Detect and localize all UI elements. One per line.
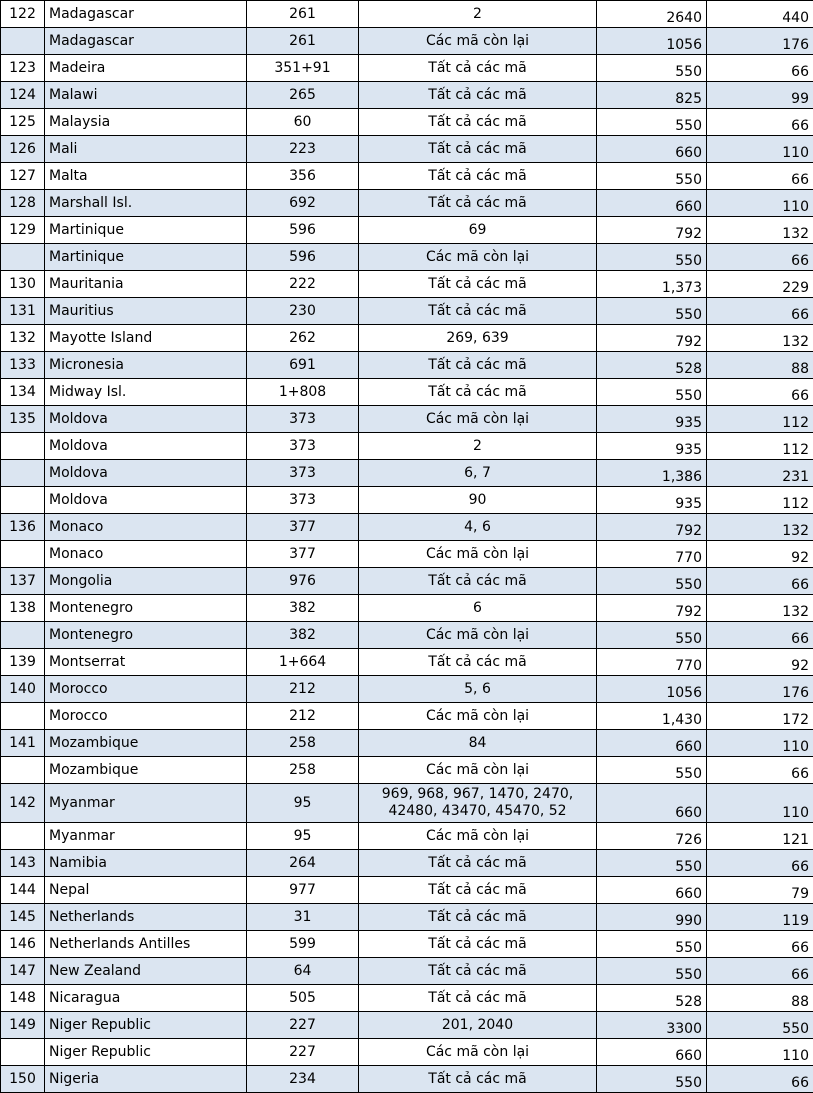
table-row	[1, 244, 813, 271]
rate-extra: 66	[707, 55, 813, 82]
table-row	[1, 595, 813, 622]
row-number	[1, 244, 45, 271]
rate-value: 550	[597, 757, 707, 784]
row-number: 124	[1, 82, 45, 109]
area-code: Tất cả các mã	[359, 55, 597, 82]
area-code: Tất cả các mã	[359, 109, 597, 136]
country-name: Madagascar	[45, 28, 247, 55]
area-code: Tất cả các mã	[359, 298, 597, 325]
rate-value: 935	[597, 487, 707, 514]
rate-value: 660	[597, 877, 707, 904]
rate-value: 792	[597, 595, 707, 622]
row-number	[1, 1039, 45, 1066]
rate-extra: 66	[707, 958, 813, 985]
country-code: 691	[247, 352, 359, 379]
table-row	[1, 190, 813, 217]
country-name: Niger Republic	[45, 1012, 247, 1039]
rate-value: 825	[597, 82, 707, 109]
country-name: Mozambique	[45, 757, 247, 784]
country-name: Niger Republic	[45, 1039, 247, 1066]
table-row	[1, 730, 813, 757]
country-code: 258	[247, 757, 359, 784]
country-code: 692	[247, 190, 359, 217]
rate-extra: 176	[707, 676, 813, 703]
country-code: 212	[247, 703, 359, 730]
rate-extra: 92	[707, 649, 813, 676]
rate-extra: 88	[707, 985, 813, 1012]
country-name: Mauritius	[45, 298, 247, 325]
country-code: 261	[247, 1, 359, 28]
area-code: Tất cả các mã	[359, 958, 597, 985]
rate-extra: 66	[707, 1066, 813, 1093]
rate-extra: 550	[707, 1012, 813, 1039]
rate-value: 550	[597, 622, 707, 649]
area-code: 269, 639	[359, 325, 597, 352]
country-name: Martinique	[45, 244, 247, 271]
table-row	[1, 877, 813, 904]
rate-value: 550	[597, 568, 707, 595]
rate-extra: 121	[707, 823, 813, 850]
rate-extra: 66	[707, 757, 813, 784]
row-number: 127	[1, 163, 45, 190]
rate-value: 1,430	[597, 703, 707, 730]
country-code: 377	[247, 514, 359, 541]
country-name: Nigeria	[45, 1066, 247, 1093]
row-number: 134	[1, 379, 45, 406]
area-code-list: 969, 968, 967, 1470, 2470, 42480, 43470, 45470, 52	[363, 786, 592, 820]
area-code: Các mã còn lại	[359, 703, 597, 730]
table-row	[1, 163, 813, 190]
country-name: New Zealand	[45, 958, 247, 985]
row-number: 129	[1, 217, 45, 244]
area-code: 201, 2040	[359, 1012, 597, 1039]
area-code	[359, 784, 597, 823]
country-name: Moldova	[45, 460, 247, 487]
country-code: 1+808	[247, 379, 359, 406]
country-code: 227	[247, 1039, 359, 1066]
rate-extra: 110	[707, 136, 813, 163]
rate-extra: 88	[707, 352, 813, 379]
rate-value: 1,386	[597, 460, 707, 487]
country-code: 230	[247, 298, 359, 325]
rate-value: 550	[597, 109, 707, 136]
country-code: 265	[247, 82, 359, 109]
row-number: 150	[1, 1066, 45, 1093]
rate-value: 935	[597, 406, 707, 433]
table-row	[1, 649, 813, 676]
row-number: 147	[1, 958, 45, 985]
table-row	[1, 1, 813, 28]
row-number: 128	[1, 190, 45, 217]
country-code: 976	[247, 568, 359, 595]
area-code: 5, 6	[359, 676, 597, 703]
table-row	[1, 514, 813, 541]
rate-value: 550	[597, 931, 707, 958]
country-code: 599	[247, 931, 359, 958]
row-number: 132	[1, 325, 45, 352]
row-number: 146	[1, 931, 45, 958]
row-number: 136	[1, 514, 45, 541]
table-row	[1, 985, 813, 1012]
rate-extra: 110	[707, 730, 813, 757]
country-code: 382	[247, 595, 359, 622]
country-name: Mali	[45, 136, 247, 163]
country-code: 264	[247, 850, 359, 877]
table-row	[1, 1039, 813, 1066]
country-name: Marshall Isl.	[45, 190, 247, 217]
country-name: Nicaragua	[45, 985, 247, 1012]
area-code: Tất cả các mã	[359, 136, 597, 163]
row-number: 138	[1, 595, 45, 622]
country-code: 31	[247, 904, 359, 931]
row-number: 142	[1, 784, 45, 823]
table-row	[1, 379, 813, 406]
table-row	[1, 55, 813, 82]
area-code: Các mã còn lại	[359, 757, 597, 784]
area-code: 6	[359, 595, 597, 622]
row-number	[1, 541, 45, 568]
row-number: 122	[1, 1, 45, 28]
rate-extra: 110	[707, 1039, 813, 1066]
country-name: Morocco	[45, 703, 247, 730]
rate-extra: 79	[707, 877, 813, 904]
rate-value: 550	[597, 850, 707, 877]
table-row	[1, 406, 813, 433]
table-row	[1, 958, 813, 985]
country-code: 382	[247, 622, 359, 649]
row-number: 145	[1, 904, 45, 931]
table-row	[1, 217, 813, 244]
row-number	[1, 703, 45, 730]
country-name: Martinique	[45, 217, 247, 244]
country-name: Moldova	[45, 433, 247, 460]
area-code: Tất cả các mã	[359, 850, 597, 877]
country-code: 373	[247, 433, 359, 460]
area-code: 90	[359, 487, 597, 514]
rate-extra: 112	[707, 433, 813, 460]
country-name: Montenegro	[45, 595, 247, 622]
row-number: 148	[1, 985, 45, 1012]
country-name: Moldova	[45, 406, 247, 433]
country-name: Montenegro	[45, 622, 247, 649]
area-code: Các mã còn lại	[359, 1039, 597, 1066]
rate-extra: 66	[707, 850, 813, 877]
row-number: 137	[1, 568, 45, 595]
rate-value: 792	[597, 217, 707, 244]
table-row	[1, 82, 813, 109]
country-name: Mozambique	[45, 730, 247, 757]
row-number	[1, 823, 45, 850]
country-code: 373	[247, 460, 359, 487]
table-row	[1, 433, 813, 460]
country-code: 95	[247, 823, 359, 850]
rate-value: 1056	[597, 676, 707, 703]
table-row	[1, 352, 813, 379]
area-code: Các mã còn lại	[359, 406, 597, 433]
rate-extra: 99	[707, 82, 813, 109]
rate-value: 550	[597, 1066, 707, 1093]
country-name: Netherlands Antilles	[45, 931, 247, 958]
rate-extra: 231	[707, 460, 813, 487]
rate-extra: 66	[707, 379, 813, 406]
rate-extra: 66	[707, 244, 813, 271]
country-name: Namibia	[45, 850, 247, 877]
area-code: Tất cả các mã	[359, 82, 597, 109]
country-code: 373	[247, 406, 359, 433]
country-name: Morocco	[45, 676, 247, 703]
area-code: 69	[359, 217, 597, 244]
country-name: Netherlands	[45, 904, 247, 931]
country-code: 258	[247, 730, 359, 757]
area-code: Tất cả các mã	[359, 877, 597, 904]
country-name: Malaysia	[45, 109, 247, 136]
rate-value: 528	[597, 352, 707, 379]
country-code: 234	[247, 1066, 359, 1093]
row-number: 126	[1, 136, 45, 163]
area-code: Các mã còn lại	[359, 28, 597, 55]
rate-value: 660	[597, 784, 707, 823]
country-name: Moldova	[45, 487, 247, 514]
rate-value: 528	[597, 985, 707, 1012]
row-number: 130	[1, 271, 45, 298]
country-name: Mayotte Island	[45, 325, 247, 352]
country-name: Midway Isl.	[45, 379, 247, 406]
rate-table-body	[1, 1, 813, 1093]
rate-value: 1056	[597, 28, 707, 55]
row-number	[1, 622, 45, 649]
table-row	[1, 28, 813, 55]
rate-extra: 66	[707, 622, 813, 649]
row-number	[1, 757, 45, 784]
area-code: Các mã còn lại	[359, 541, 597, 568]
area-code: Các mã còn lại	[359, 823, 597, 850]
rate-value: 770	[597, 541, 707, 568]
area-code: Tất cả các mã	[359, 271, 597, 298]
country-name: Montserrat	[45, 649, 247, 676]
row-number	[1, 487, 45, 514]
area-code: Tất cả các mã	[359, 163, 597, 190]
country-code: 351+91	[247, 55, 359, 82]
table-row	[1, 931, 813, 958]
table-row	[1, 568, 813, 595]
table-row	[1, 109, 813, 136]
rate-extra: 440	[707, 1, 813, 28]
area-code: 6, 7	[359, 460, 597, 487]
country-code: 356	[247, 163, 359, 190]
area-code: Tất cả các mã	[359, 379, 597, 406]
rate-extra: 132	[707, 595, 813, 622]
area-code: Tất cả các mã	[359, 904, 597, 931]
rate-value: 792	[597, 514, 707, 541]
rate-extra: 66	[707, 298, 813, 325]
table-row	[1, 784, 813, 823]
row-number: 143	[1, 850, 45, 877]
row-number	[1, 28, 45, 55]
country-code: 1+664	[247, 649, 359, 676]
country-name: Madagascar	[45, 1, 247, 28]
rate-extra: 229	[707, 271, 813, 298]
country-name: Mauritania	[45, 271, 247, 298]
table-row	[1, 271, 813, 298]
area-code: Các mã còn lại	[359, 622, 597, 649]
country-code: 223	[247, 136, 359, 163]
table-row	[1, 541, 813, 568]
country-name: Myanmar	[45, 823, 247, 850]
row-number: 131	[1, 298, 45, 325]
table-row	[1, 703, 813, 730]
area-code: 84	[359, 730, 597, 757]
rate-extra: 66	[707, 931, 813, 958]
country-name: Nepal	[45, 877, 247, 904]
rate-extra: 112	[707, 487, 813, 514]
country-code: 212	[247, 676, 359, 703]
table-row	[1, 325, 813, 352]
row-number: 144	[1, 877, 45, 904]
country-code: 222	[247, 271, 359, 298]
rate-extra: 110	[707, 784, 813, 823]
rate-value: 550	[597, 244, 707, 271]
row-number	[1, 433, 45, 460]
table-row	[1, 823, 813, 850]
country-name: Madeira	[45, 55, 247, 82]
table-row	[1, 136, 813, 163]
rate-value: 660	[597, 1039, 707, 1066]
rate-extra: 66	[707, 163, 813, 190]
area-code: 4, 6	[359, 514, 597, 541]
country-code: 505	[247, 985, 359, 1012]
table-row	[1, 676, 813, 703]
area-code: Tất cả các mã	[359, 931, 597, 958]
country-code: 60	[247, 109, 359, 136]
country-code: 596	[247, 244, 359, 271]
rate-value: 2640	[597, 1, 707, 28]
rate-extra: 92	[707, 541, 813, 568]
row-number: 125	[1, 109, 45, 136]
rate-value: 550	[597, 379, 707, 406]
rate-value: 660	[597, 730, 707, 757]
rate-value: 1,373	[597, 271, 707, 298]
country-code: 261	[247, 28, 359, 55]
area-code: Tất cả các mã	[359, 568, 597, 595]
rate-extra: 66	[707, 568, 813, 595]
country-code: 262	[247, 325, 359, 352]
table-row	[1, 1066, 813, 1093]
rate-value: 792	[597, 325, 707, 352]
area-code: Tất cả các mã	[359, 649, 597, 676]
table-row	[1, 904, 813, 931]
country-name: Micronesia	[45, 352, 247, 379]
country-name: Monaco	[45, 514, 247, 541]
rate-value: 550	[597, 163, 707, 190]
country-name: Myanmar	[45, 784, 247, 823]
rate-extra: 119	[707, 904, 813, 931]
row-number: 123	[1, 55, 45, 82]
country-code: 227	[247, 1012, 359, 1039]
country-name: Malawi	[45, 82, 247, 109]
country-name: Monaco	[45, 541, 247, 568]
rate-value: 990	[597, 904, 707, 931]
rate-extra: 176	[707, 28, 813, 55]
rate-value: 550	[597, 298, 707, 325]
country-code: 377	[247, 541, 359, 568]
rate-value: 935	[597, 433, 707, 460]
row-number	[1, 460, 45, 487]
rate-extra: 110	[707, 190, 813, 217]
rate-extra: 132	[707, 217, 813, 244]
table-row	[1, 487, 813, 514]
country-code: 373	[247, 487, 359, 514]
country-code: 64	[247, 958, 359, 985]
row-number: 135	[1, 406, 45, 433]
rate-value: 3300	[597, 1012, 707, 1039]
area-code: Tất cả các mã	[359, 985, 597, 1012]
country-name: Malta	[45, 163, 247, 190]
table-row	[1, 460, 813, 487]
rate-extra: 112	[707, 406, 813, 433]
rate-extra: 172	[707, 703, 813, 730]
row-number: 149	[1, 1012, 45, 1039]
rate-extra: 132	[707, 514, 813, 541]
table-row	[1, 622, 813, 649]
rate-value: 660	[597, 136, 707, 163]
rate-extra: 132	[707, 325, 813, 352]
rate-value: 660	[597, 190, 707, 217]
country-code: 977	[247, 877, 359, 904]
row-number: 140	[1, 676, 45, 703]
rate-value: 550	[597, 55, 707, 82]
area-code: 2	[359, 1, 597, 28]
row-number: 141	[1, 730, 45, 757]
area-code: Tất cả các mã	[359, 190, 597, 217]
rate-value: 550	[597, 958, 707, 985]
table-row	[1, 298, 813, 325]
area-code: 2	[359, 433, 597, 460]
table-row	[1, 1012, 813, 1039]
row-number: 133	[1, 352, 45, 379]
table-row	[1, 757, 813, 784]
area-code: Các mã còn lại	[359, 244, 597, 271]
area-code: Tất cả các mã	[359, 1066, 597, 1093]
rate-value: 770	[597, 649, 707, 676]
country-code: 596	[247, 217, 359, 244]
area-code: Tất cả các mã	[359, 352, 597, 379]
country-code: 95	[247, 784, 359, 823]
rate-value: 726	[597, 823, 707, 850]
row-number: 139	[1, 649, 45, 676]
country-name: Mongolia	[45, 568, 247, 595]
rate-extra: 66	[707, 109, 813, 136]
table-row	[1, 850, 813, 877]
